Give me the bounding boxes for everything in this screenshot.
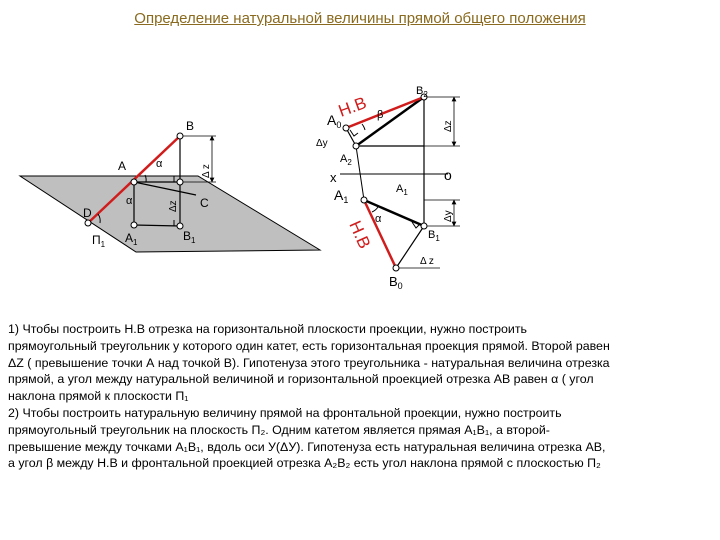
- label-nv-top: Н.В: [335, 93, 370, 121]
- svg-text:B1: $B_1$: [183, 229, 196, 245]
- label-dy-top: Δy: [316, 138, 328, 149]
- svg-text:A2: $A_2$: [340, 153, 352, 167]
- svg-text:B0: $B_0$: [389, 274, 403, 291]
- label-c: C: [200, 196, 209, 210]
- label-alpha-right: α: [375, 213, 382, 225]
- label-dz-small: Δz: [168, 200, 179, 212]
- paragraph-line: а угол β между Н.В и фронтальной проекцией отрезка А₂В₂ есть угол наклона прямой с плоскостью П₂: [8, 456, 601, 471]
- paragraph-line: ΔZ ( превышение точки А над точкой В). Гипотенуза этого треугольника - натуральная величина отрезка: [8, 355, 610, 370]
- label-beta: β: [377, 109, 384, 121]
- label-alpha-top: α: [156, 158, 163, 170]
- label-alpha-low: α: [126, 195, 133, 207]
- label-dz-right: Δz: [443, 120, 454, 132]
- svg-text:П1: $П_1$: [92, 233, 106, 249]
- paragraph-line: 2) Чтобы построить натуральную величину прямой на фронтальной проекции, нужно построить: [8, 405, 562, 420]
- svg-text:B1: $B_1$: [428, 229, 440, 243]
- svg-text:A1: $A_1$: [125, 231, 138, 247]
- svg-text:A1: $A_1$: [334, 187, 349, 205]
- svg-text:A0: $A_0$: [327, 112, 342, 130]
- label-a: A: [118, 159, 127, 173]
- paragraph-line: прямой, а угол между натуральной величиной и горизонтальной проекцией отрезка АВ равен α ( угол: [8, 372, 594, 387]
- page-title: Определение натуральной величины прямой общего положения: [134, 10, 586, 27]
- plane-pi1: [20, 176, 320, 252]
- label-dz-bottom: Δ z: [420, 256, 434, 267]
- svg-text:A1: $A_1$: [396, 183, 408, 197]
- label-b: B: [186, 119, 195, 133]
- paragraph-line: прямоугольный треугольник у которого один катет, есть горизонтальная проекция прямой. Второй равен: [8, 338, 610, 353]
- label-x: x: [330, 170, 337, 185]
- svg-text:B2: $B_2$: [416, 85, 428, 99]
- label-dy-right: Δy: [443, 210, 454, 222]
- label-o: o: [444, 167, 452, 183]
- label-dz-vertical: Δ z: [201, 164, 212, 178]
- label-nv-bottom: Н.В: [345, 217, 375, 252]
- explanation-text: [8, 321, 712, 472]
- paragraph-line: прямоугольный треугольник на плоскость П₂. Одним катетом является прямая А₁В₁, а второй-: [8, 422, 550, 437]
- label-d: D: [83, 206, 92, 220]
- paragraph-line: превышение между точками А₁В₁, вдоль оси У(ΔУ). Гипотенуза есть натуральная величина отрезка АВ,: [8, 439, 606, 454]
- paragraph-line: 1) Чтобы построить Н.В отрезка на горизонтальной плоскости проекции, нужно построить: [8, 322, 527, 336]
- paragraph-line: наклона прямой к плоскости П₁: [8, 389, 189, 404]
